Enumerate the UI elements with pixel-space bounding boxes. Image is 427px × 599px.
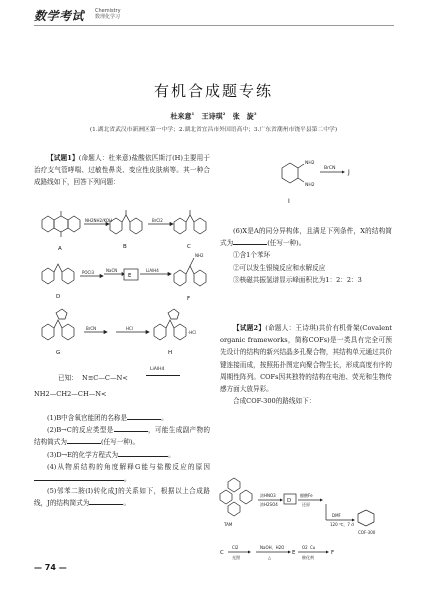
author-name: 杜来意 xyxy=(170,111,192,121)
reagent-label: DMF xyxy=(332,513,341,518)
reagent-label: △ xyxy=(268,555,272,560)
answer-blank[interactable] xyxy=(114,424,148,432)
q1-sub-1: (1)B中含氧官能团的名称是 xyxy=(47,414,128,422)
reagent-label: Cl2 xyxy=(232,545,239,550)
route-title: 合成COF-300的路线如下： xyxy=(233,397,316,406)
q1-sub-2: (2)B→C的反应类型是 xyxy=(47,426,114,435)
reagent-label: LiAlH4 xyxy=(146,268,159,273)
reagent-label: NaCN xyxy=(106,268,118,273)
known-label: 已知： xyxy=(58,374,78,382)
compound-label: G xyxy=(56,350,61,356)
reagent-label: 还原 xyxy=(302,502,310,507)
answer-blank[interactable] xyxy=(34,473,124,481)
known-reaction xyxy=(58,372,218,384)
reagent-label: 浓HNO3 xyxy=(260,493,276,498)
journal-subtitle: Chemistry 数理化学习 xyxy=(95,8,121,20)
journal-header xyxy=(0,0,427,30)
q1-sub-3: (3)D→E的化学方程式为 xyxy=(47,450,119,459)
compound-label: TAM xyxy=(224,522,233,527)
known-left: N≡C—C—N< xyxy=(81,374,128,382)
affiliation: (1.湖北省武汉市新洲区第一中学；2.湖北省宜昌市外国语高中；3.广东省潮州市饶平县第二中学) xyxy=(89,127,338,133)
q1-sub-6: (6)X是A的同分异构体，且满足下列条件，X的结构简式为 (任写一种)。 ①含1个苯环 ②可以发生银镜反应和水解反应 ③核磁共振氢谱显示峰面积比为1：2：2：3 xyxy=(220,225,392,286)
q1-synthesis-scheme xyxy=(34,200,214,365)
reagent-label: HCl xyxy=(126,326,133,331)
compound-label: B xyxy=(123,244,127,250)
known-arrow xyxy=(146,375,180,376)
known-product: NH2—CH2—CH—N< xyxy=(34,390,107,398)
reagent-label: BrCN xyxy=(324,166,336,171)
reagent-label: Cu xyxy=(310,545,316,550)
condition-1: ①含1个苯环 xyxy=(233,251,271,260)
answer-blank[interactable] xyxy=(89,497,123,505)
cof-synthesis-scheme xyxy=(218,476,393,576)
compound-label: D xyxy=(287,498,292,504)
compound-label: H xyxy=(168,350,173,356)
compound-label: I xyxy=(288,198,290,205)
page-number: — 74 — xyxy=(34,563,67,572)
hcl-salt-label: ·HCl xyxy=(188,330,197,335)
condition-2: ②可以发生银镜反应和水解反应 xyxy=(233,263,326,272)
q2-label: 【试题2】 xyxy=(233,324,266,332)
q1-sub-5: (5)邻苯二胺(I)转化成J的关系如下，根据以上合成路线，J的结构简式为 xyxy=(34,487,210,508)
reagent-label: NH2NH2/KOH xyxy=(85,218,112,223)
compound-label: E xyxy=(128,273,132,279)
answer-blank[interactable] xyxy=(233,237,267,245)
compound-label: J xyxy=(348,169,350,176)
o-phenylenediamine-scheme xyxy=(262,148,382,218)
compound-label: D xyxy=(56,294,61,300)
condition-3: ③核磁共振氢谱显示峰面积比为1：2：2：3 xyxy=(233,275,362,284)
author-line: 杜来意$^1$ 王诗琪$^2$ 张 旋$^3$ xyxy=(170,111,257,121)
compound-label: C xyxy=(220,550,224,556)
q2-intro xyxy=(220,322,392,407)
reagent-label: POCl3 xyxy=(82,270,95,275)
q2-text: (命题人：王诗琪)共价有机骨架(Covalent organic frameworks，简称COFs)是一类具有完全可预先设计的结构的新兴结晶多孔聚合物，其结构单元通过共价键连接而成，按照拓扑图定向聚合物生长，形成高度有序的周期性阵列。COFs因其独特的结构在电池、荧光和生物传感方面大放异彩。 xyxy=(220,324,392,394)
known-reagent: LiAlH4 xyxy=(150,367,165,372)
answer-blank[interactable] xyxy=(127,412,161,420)
compound-label: C xyxy=(187,244,191,250)
reagent-label: O2 xyxy=(302,545,308,550)
reagent-label: 光照 xyxy=(232,555,240,560)
q1-text: (命题人：杜来意)盐酸依匹斯汀(H)主要用于治疗支气管哮喘、过敏性鼻炎、变应性皮肤病等。其一种合成路线如下，回答下列问题： xyxy=(34,154,210,187)
reagent-label: 醋酸Fe xyxy=(300,493,313,498)
q1-sub-4: (4)从物质结构的角度解释G能与盐酸反应的原因 xyxy=(47,462,210,471)
amine-label: NH2 xyxy=(305,183,315,188)
amine-label: NH2 xyxy=(305,161,315,166)
answer-blank[interactable] xyxy=(118,449,168,457)
reagent-label: BrCl2 xyxy=(152,218,163,223)
page-title: 有机合成题专练 xyxy=(153,82,273,100)
header-rule xyxy=(34,25,394,26)
compound-label: E xyxy=(292,550,296,556)
answer-blank[interactable] xyxy=(67,436,101,444)
reagent-label: 催化剂 xyxy=(302,555,314,560)
amine-label: NH2 xyxy=(195,253,204,258)
journal-brand: 数学考试 xyxy=(34,9,85,23)
compound-label: F xyxy=(187,296,191,302)
reagent-label: 120 ℃，7 d xyxy=(330,522,354,527)
q1-label: 【试题1】 xyxy=(47,154,79,162)
compound-label: COF-300 xyxy=(358,530,376,535)
compound-label: A xyxy=(58,246,62,252)
compound-label: F xyxy=(331,550,335,556)
reagent-label: 浓H2SO4 xyxy=(260,502,278,507)
reagent-label: NaOH、H2O xyxy=(260,545,285,550)
author-name: 王诗琪 xyxy=(201,111,223,121)
q1-subquestions: (1)B中含氧官能团的名称是 。 (2)B→C的反应类型是 ，可能生成副产物的结构简式为 (任写一种)。 (3)D→E的化学方程式为 。 (4)从物质结构的角度解释G能与盐酸反应的原因。 (5)邻苯二胺(I)转化成J的关系如下，根据以上合成路线，J的结构简式为 。 xyxy=(34,414,210,508)
q1-intro xyxy=(34,152,210,189)
author-name: 张 旋 xyxy=(232,111,254,121)
reagent-label: BrCN xyxy=(86,326,97,331)
